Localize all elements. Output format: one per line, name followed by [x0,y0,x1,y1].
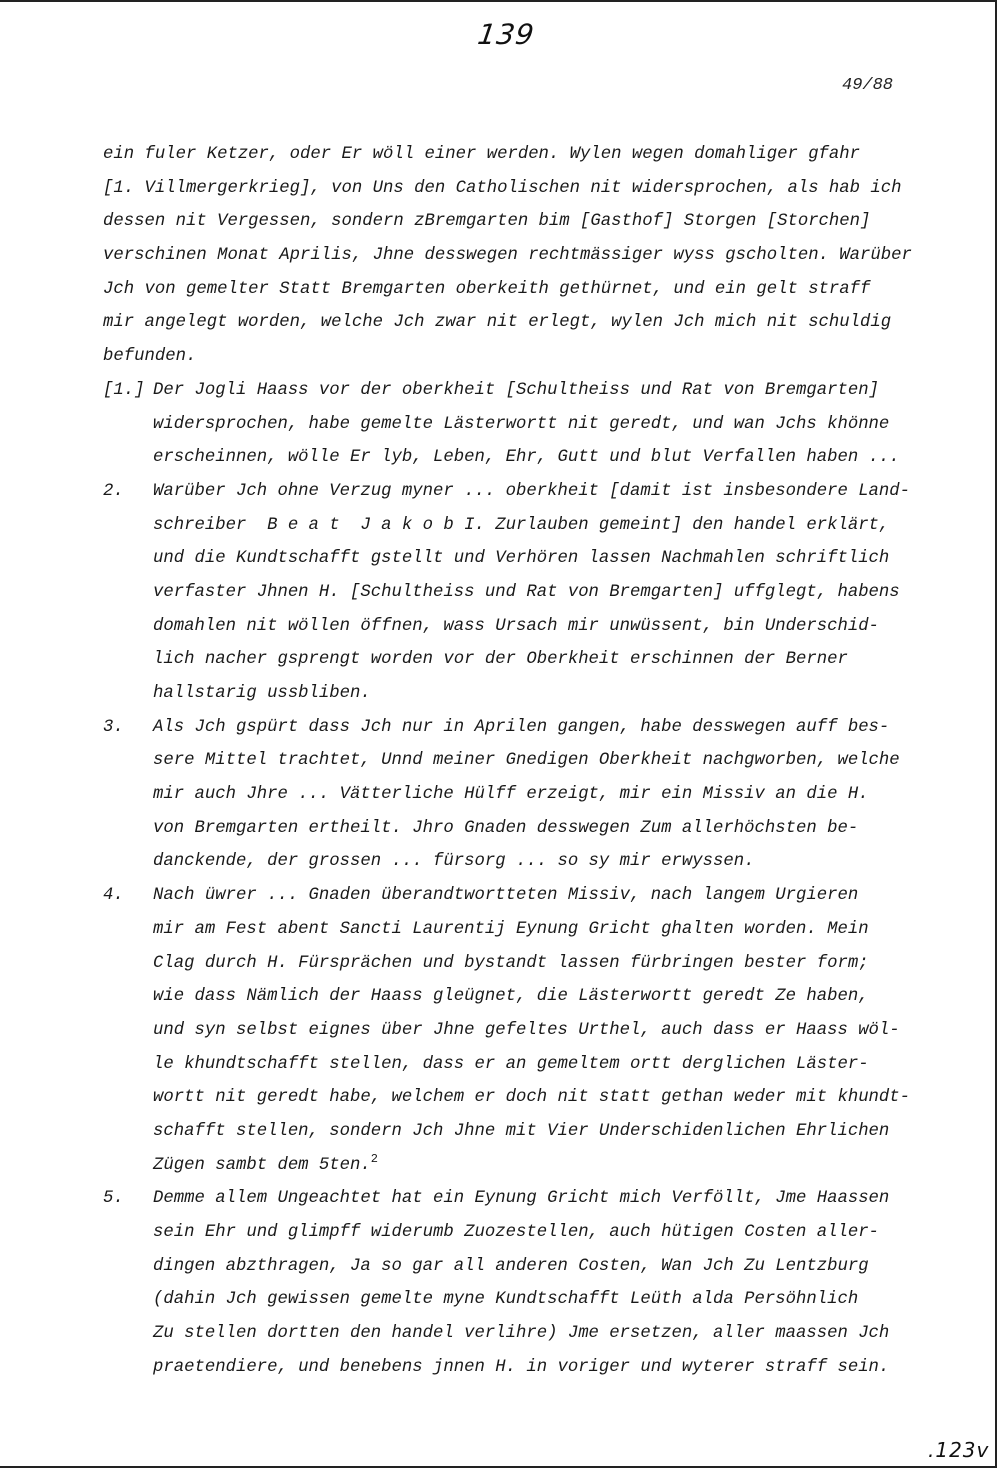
line-text [153,947,869,981]
line-text [153,744,900,778]
document-body [103,138,933,1384]
numbered-item [103,1182,933,1384]
line-content: Nach üwrer ... Gnaden überandtwortteten Missiv, nach langem Urgieren [153,886,859,906]
line-text: Jch von gemelter Statt Bremgarten oberkeith gethürnet, und ein gelt straff [103,279,871,299]
item-line [103,711,933,745]
line-text [153,1149,378,1183]
intro-line [103,273,933,307]
line-content: lich nacher gsprengt worden vor der Oberkheit erschinnen der Berner [153,650,848,670]
intro-line [103,239,933,273]
line-text [153,845,755,879]
line-content: mir am Fest abent Sancti Laurentij Eynung Gricht ghalten worden. Mein [153,919,869,939]
line-content: sere Mittel trachtet, Unnd meiner Gnedigen Oberkheit nachgworben, welche [153,751,900,771]
item-line [103,610,933,644]
line-text [153,913,869,947]
line-content: widersprochen, habe gemelte Lästerwortt nit geredt, und wan Jchs khönne [153,414,890,434]
item-number: 5. [103,1189,124,1209]
line-text [153,677,371,711]
line-content: schafft stellen, sondern Jch Jhne mit Vier Underschidenlichen Ehrlichen [153,1121,890,1141]
line-text [153,1182,889,1216]
item-line [103,643,933,677]
line-text [153,879,858,913]
line-content: Der Jogli Haass vor der oberkheit [Schultheiss und Rat von Bremgarten] [153,380,879,400]
item-line [103,542,933,576]
line-content: mir auch Jhre ... Vätterliche Hülff erzeigt, mir ein Missiv an die H. [153,785,869,805]
item-line [103,947,933,981]
line-content: sein Ehr und glimpff widerumb Zuozestellen, auch hütigen Costen aller- [153,1223,879,1242]
line-content: dingen abzthragen, Ja so gar all anderen Costen, Wan Jch Zu Lentzburg [153,1256,869,1276]
item-line [103,1250,933,1284]
line-content: praetendiere, und benebens jnnen H. in voriger und wyterer straff sein. [153,1357,890,1377]
line-text [153,778,869,812]
line-text [153,1250,869,1284]
line-content: Demme allem Ungeachtet hat ein Eynung Gricht mich Verföllt, Jme Haassen [153,1189,890,1209]
line-content: schreiber B e a t J a k o b I. Zurlauben gemeint] den handel erklärt, [153,515,890,535]
item-line [103,913,933,947]
line-text [153,1014,900,1048]
item-line [103,1115,933,1149]
line-text [153,610,879,644]
item-line [103,576,933,610]
line-text [153,1048,869,1082]
line-text [153,374,879,408]
item-line [103,812,933,846]
line-text [153,542,889,576]
footnote-reference: 2 [370,1151,378,1166]
line-text [153,576,900,610]
line-content: le khundtschafft stellen, dass er an gemeltem ortt derglichen Läster- [153,1054,869,1074]
item-line [103,1048,933,1082]
numbered-item [103,475,933,711]
item-line [103,1216,933,1250]
line-content: von Bremgarten ertheilt. Jhro Gnaden desswegen Zum allerhöchsten be- [153,818,859,838]
item-line [103,845,933,879]
item-number: [1.] [103,380,145,400]
line-content: (dahin Jch gewissen gemelte myne Kundtschafft Leüth alda Persöhnlich [153,1290,859,1310]
item-line [103,441,933,475]
line-text: dessen nit Vergessen, sondern zBremgarten bim [Gasthof] Storgen [Storchen] [103,212,871,232]
line-content: Als Jch gspürt dass Jch nur in Aprilen gangen, habe desswegen auff bes- [153,717,890,737]
item-line [103,475,933,509]
line-content: verfaster Jhnen H. [Schultheiss und Rat von Bremgarten] uffglegt, habens [153,582,900,602]
line-content: danckende, der grossen ... fürsorg ... so sy mir erwyssen. [153,852,755,872]
item-line [103,1014,933,1048]
numbered-item [103,711,933,879]
intro-line [103,340,933,374]
line-text [153,408,889,442]
intro-line [103,172,933,206]
intro-line [103,205,933,239]
item-number: 4. [103,886,124,906]
line-text [153,1283,858,1317]
item-line [103,1182,933,1216]
line-text: ein fuler Ketzer, oder Er wöll einer werden. Wylen wegen domahliger gfahr [103,145,861,164]
item-line [103,1351,933,1385]
item-line [103,778,933,812]
line-text [153,812,858,846]
numbered-item [103,374,933,475]
item-line [103,509,933,543]
item-number: 2. [103,481,124,501]
line-content: Warüber Jch ohne Verzug myner ... oberkheit [damit ist insbesondere Land- [153,481,911,501]
line-text [153,1216,879,1250]
page-reference: 49/88 [842,76,894,95]
line-text: mir angelegt worden, welche Jch zwar nit erlegt, wylen Jch mich nit schuldig [103,313,892,333]
line-content: domahlen nit wöllen öffnen, wass Ursach mir unwüssent, bin Underschid- [153,616,879,636]
line-text [153,1317,889,1351]
line-text: befunden. [103,347,197,367]
line-content: Clag durch H. Fürsprächen und bystandt lassen fürbringen bester form; [153,953,869,973]
handwritten-archive-number: 139 [475,18,537,51]
line-text [153,475,910,509]
line-text: verschinen Monat Aprilis, Jhne desswegen rechtmässiger wyss gscholten. Warüber [103,246,912,266]
line-content: erscheinnen, wölle Er lyb, Leben, Ehr, Gutt und blut Verfallen haben ... [153,448,900,468]
line-text [153,1115,889,1149]
line-content: Zügen sambt dem 5ten. [153,1155,371,1175]
line-content: hallstarig ussbliben. [153,684,371,703]
item-line [103,744,933,778]
line-content: Zu stellen dortten den handel verlihre) Jme ersetzen, aller maassen Jch [153,1324,890,1344]
line-content: und die Kundtschafft gstellt und Verhören lassen Nachmahlen schriftlich [153,549,890,569]
line-text [153,509,889,543]
item-number: 3. [103,717,124,737]
line-content: wie dass Nämlich der Haass gleügnet, die Lästerwortt geredt Ze haben, [153,987,869,1007]
item-line [103,408,933,442]
item-line [103,1081,933,1115]
line-text: [1. Villmergerkrieg], von Uns den Catholischen nit widersprochen, als hab ich [103,178,902,198]
item-line [103,980,933,1014]
item-line [103,1317,933,1351]
item-line [103,1149,933,1183]
line-text [153,1351,889,1385]
numbered-item [103,879,933,1182]
intro-line [103,138,933,172]
line-text [153,980,869,1014]
item-line [103,1283,933,1317]
item-line [103,374,933,408]
line-text [153,1081,910,1115]
intro-line [103,306,933,340]
line-content: und syn selbst eignes über Jhne gefeltes Urthel, auch dass er Haass wöl- [153,1020,900,1040]
item-line [103,677,933,711]
line-content: wortt nit geredt habe, welchem er doch nit statt gethan weder mit khundt- [153,1088,911,1108]
line-text [153,711,889,745]
item-line [103,879,933,913]
handwritten-folio-mark: .123v [928,1438,990,1462]
line-text [153,441,900,475]
line-text [153,643,848,677]
